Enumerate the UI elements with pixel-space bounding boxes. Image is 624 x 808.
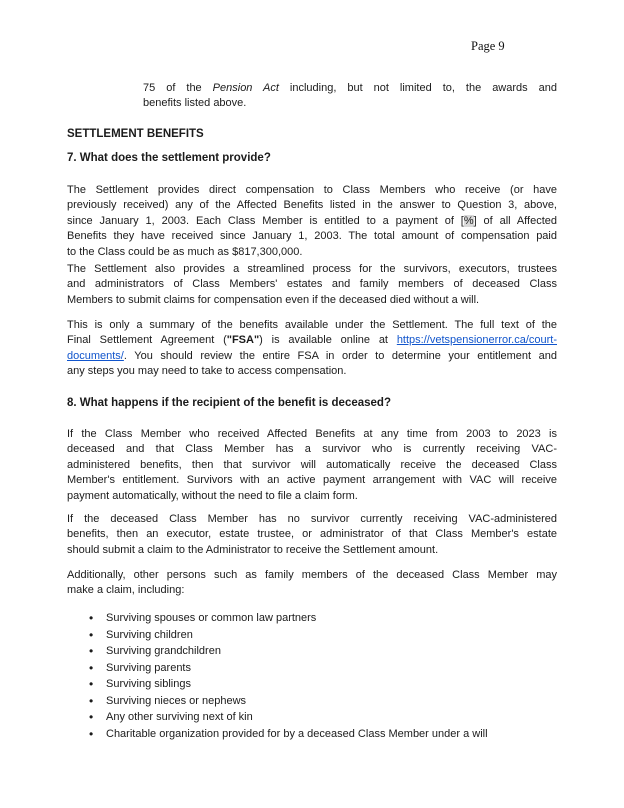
- q7-paragraph-2: [67, 262, 557, 308]
- text-line: If the Class Member who received Affected Benefits at any time from 2003 to 2023 is: [67, 428, 557, 440]
- text-line: make a claim, including:: [67, 584, 185, 597]
- list-item: • Surviving parents: [67, 660, 557, 677]
- text-line: The Settlement provides direct compensation to Class Members who receive (or have: [67, 184, 557, 196]
- text-line: This is only a summary of the benefits available under the Settlement. The full text of the: [67, 319, 557, 331]
- body-text: . You should review the entire FSA in order to determine your entitlement and: [123, 349, 557, 362]
- text-line: and administrators of Class Members' estates and family members of deceased Class: [67, 278, 557, 291]
- text-line: [67, 349, 557, 364]
- text-line: If the deceased Class Member has no survivor currently receiving VAC-administered: [67, 513, 557, 525]
- list-item: • Surviving siblings: [67, 676, 557, 693]
- list-item: • Surviving children: [67, 627, 557, 644]
- body-text: Final Settlement Agreement (: [67, 334, 227, 347]
- body-text: ) is available online at: [259, 334, 397, 347]
- text-line: administered benefits, then that survivor will automatically receive the deceased Class: [67, 458, 557, 471]
- list-item: • Surviving grandchildren: [67, 643, 557, 660]
- settlement-url-link-part-2[interactable]: documents/: [67, 349, 124, 362]
- text-line: [67, 333, 557, 348]
- text-line: Additionally, other persons such as family members of the deceased Class Member may: [67, 569, 557, 581]
- percent-field: %: [463, 214, 474, 227]
- intro-text: 75 of the: [143, 82, 213, 94]
- body-text: since January 1, 2003. Each Class Member is entitled to a payment of [: [67, 214, 464, 227]
- section-heading-settlement-benefits: SETTLEMENT BENEFITS: [67, 128, 204, 140]
- text-line: should submit a claim to the Administrator to receive the Settlement amount.: [67, 543, 439, 556]
- text-line: Benefits they have received since January 1, 2003. The total amount of compensation paid: [67, 230, 557, 243]
- text-line: previously received) any of the Affected Benefits listed in the answer to Question 3, above,: [67, 199, 557, 212]
- text-line: payment automatically, without the need to file a claim form.: [67, 489, 358, 502]
- body-text: ] of all Affected: [473, 214, 557, 227]
- q7-paragraph-3: [67, 318, 557, 380]
- pension-act-italic: Pension Act: [212, 82, 279, 94]
- text-line: benefits listed above.: [143, 97, 247, 110]
- list-item: • Charitable organization provided for by a deceased Class Member under a will: [67, 726, 557, 743]
- text-line: any steps you may need to take to access compensation.: [67, 365, 347, 378]
- list-item: • Any other surviving next of kin: [67, 709, 557, 726]
- text-line: The Settlement also provides a streamlined process for the survivors, executors, trustees: [67, 263, 557, 275]
- text-line: [143, 81, 557, 96]
- settlement-url-link-part-1[interactable]: https://vetspensionerror.ca/court-: [396, 334, 557, 347]
- text-line: deceased and that Class Member has a survivor who is currently receiving VAC-: [67, 443, 557, 456]
- intro-paragraph: [143, 81, 557, 112]
- text-line: Members to submit claims for compensation even if the deceased died without a will.: [67, 293, 480, 306]
- intro-text: including, but not limited to, the awards and: [278, 82, 557, 94]
- list-item: • Surviving spouses or common law partners: [67, 610, 557, 627]
- q8-paragraph-1: [67, 427, 557, 504]
- q8-paragraph-2: [67, 512, 557, 558]
- question-7-heading: 7. What does the settlement provide?: [67, 152, 271, 164]
- beneficiary-list: [67, 610, 557, 742]
- text-line: Member's entitlement. Survivors with an active payment arrangement with VAC will receive: [67, 474, 557, 487]
- q8-paragraph-3: [67, 568, 557, 599]
- text-line: [67, 214, 557, 229]
- fsa-abbreviation: "FSA": [226, 334, 260, 347]
- question-8-heading: 8. What happens if the recipient of the benefit is deceased?: [67, 397, 391, 409]
- q7-paragraph-1: [67, 183, 557, 260]
- list-item: • Surviving nieces or nephews: [67, 693, 557, 710]
- text-line: to the Class could be as much as $817,300,000.: [67, 245, 303, 258]
- page-number: Page 9: [471, 39, 505, 53]
- text-line: benefits, then an executor, estate trustee, or administrator of that Class Member's estate: [67, 528, 557, 541]
